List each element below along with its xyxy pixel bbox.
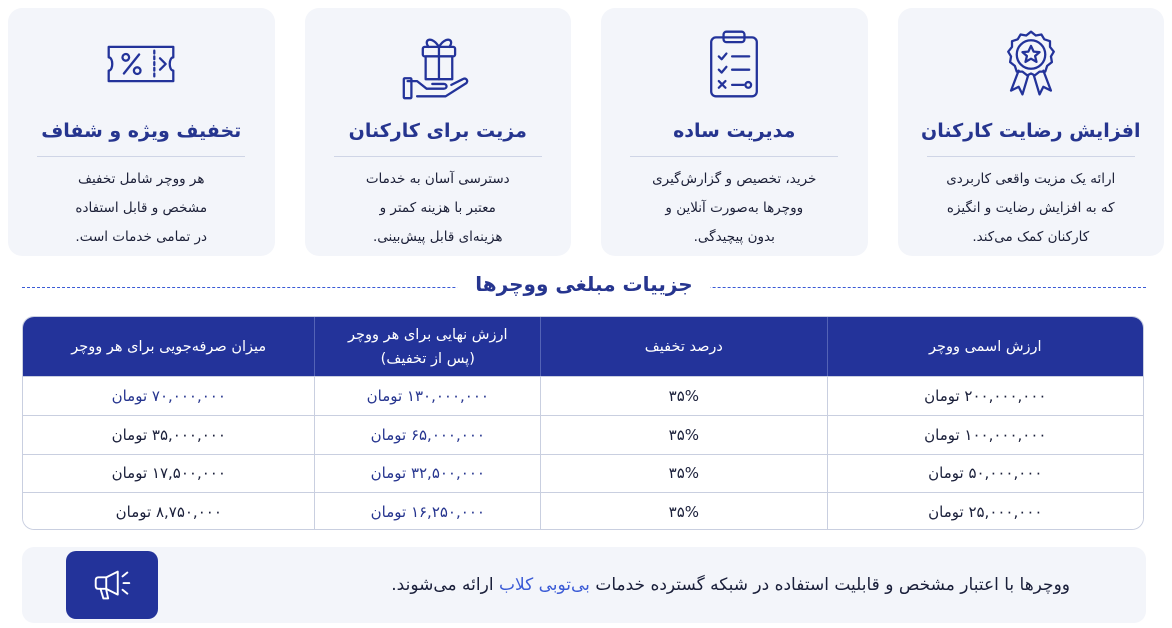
feature-cards	[8, 8, 1164, 256]
card-desc-line: بدون پیچیدگی.	[693, 229, 775, 245]
card-divider	[630, 156, 838, 157]
banner-text-part: ارائه می‌شوند.	[391, 575, 499, 595]
banner-text	[158, 575, 1146, 595]
section-title: جزییات مبلغی ووچرها	[457, 272, 710, 296]
voucher-table	[22, 316, 1144, 530]
card-description	[323, 165, 553, 252]
card-desc-line: کارکنان کمک می‌کند.	[972, 229, 1090, 245]
card-desc-line: در تمامی خدمات است.	[75, 229, 208, 245]
table-row	[23, 454, 1143, 493]
cell-face-value: ۲۵,۰۰۰,۰۰۰ تومان	[827, 493, 1143, 530]
table-row	[23, 415, 1143, 454]
cell-face-value: ۱۰۰,۰۰۰,۰۰۰ تومان	[827, 416, 1143, 454]
cell-saving: ۳۵,۰۰۰,۰۰۰ تومان	[111, 425, 226, 444]
cell-saving: ۱۷,۵۰۰,۰۰۰ تومان	[111, 464, 226, 483]
card-description	[26, 165, 256, 252]
feature-card-employee-benefit	[305, 8, 572, 256]
header-saving: میزان صرفه‌جویی برای هر ووچر	[71, 338, 267, 355]
cell-discount: ۳۵%	[540, 416, 826, 454]
feature-card-special-discount	[8, 8, 275, 256]
table-row	[23, 492, 1143, 530]
card-title: افزایش رضایت کارکنان	[921, 120, 1141, 142]
card-title: مدیریت ساده	[673, 120, 796, 142]
header-final-value-line1: ارزش نهایی برای هر ووچر	[348, 326, 508, 343]
cell-final-value: ۶۵,۰۰۰,۰۰۰ تومان	[314, 416, 540, 454]
cell-discount: ۳۵%	[540, 493, 826, 530]
header-face-value: ارزش اسمی ووچر	[827, 317, 1143, 376]
cell-discount: ۳۵%	[540, 377, 826, 415]
card-desc-line: خرید، تخصیص و گزارش‌گیری	[652, 171, 817, 187]
card-title: مزیت برای کارکنان	[348, 120, 527, 142]
header-final-value	[314, 317, 540, 376]
gift-hand-icon	[396, 22, 480, 106]
cell-final-value: ۱۳۰,۰۰۰,۰۰۰ تومان	[314, 377, 540, 415]
cell-final-value: ۳۲,۵۰۰,۰۰۰ تومان	[314, 455, 540, 493]
card-description	[916, 165, 1146, 252]
card-title: تخفیف ویژه و شفاف	[41, 120, 242, 142]
table-row	[23, 376, 1143, 415]
header-final-value-line2: (پس از تخفیف)	[380, 350, 475, 367]
card-description	[619, 165, 849, 252]
cell-final-value: ۱۶,۲۵۰,۰۰۰ تومان	[314, 493, 540, 530]
feature-card-employee-satisfaction	[898, 8, 1165, 256]
card-divider	[927, 156, 1135, 157]
cell-discount: ۳۵%	[540, 455, 826, 493]
card-divider	[37, 156, 245, 157]
cell-saving: ۸,۷۵۰,۰۰۰ تومان	[115, 503, 222, 522]
card-desc-line: هر ووچر شامل تخفیف	[77, 171, 205, 187]
card-desc-line: دسترسی آسان به خدمات	[365, 171, 510, 187]
card-desc-line: هزینه‌ای قابل پیش‌بینی.	[372, 229, 503, 245]
card-divider	[334, 156, 542, 157]
card-desc-line: ووچرها به‌صورت آنلاین و	[665, 200, 804, 216]
voucher-details-section	[22, 268, 1146, 308]
info-banner	[22, 547, 1146, 623]
cell-saving: ۷۰,۰۰۰,۰۰۰ تومان	[111, 386, 226, 405]
discount-ticket-icon	[99, 22, 183, 106]
banner-text-part: ووچرها با اعتبار مشخص و قابلیت استفاده در شبکه گسترده خدمات	[589, 575, 1070, 595]
card-desc-line: که به افزایش رضایت و انگیزه	[946, 200, 1115, 216]
feature-card-simple-management	[601, 8, 868, 256]
cell-face-value: ۲۰۰,۰۰۰,۰۰۰ تومان	[827, 377, 1143, 415]
card-desc-line: معتبر با هزینه کمتر و	[379, 200, 496, 216]
cell-face-value: ۵۰,۰۰۰,۰۰۰ تومان	[827, 455, 1143, 493]
megaphone-icon	[66, 551, 158, 619]
card-desc-line: ارائه یک مزیت واقعی کاربردی	[946, 171, 1116, 187]
clipboard-checklist-icon	[692, 22, 776, 106]
brand-name: بی‌توبی کلاب	[498, 575, 590, 595]
card-desc-line: مشخص و قابل استفاده	[75, 200, 208, 216]
header-discount: درصد تخفیف	[540, 317, 826, 376]
medal-star-icon	[989, 22, 1073, 106]
table-header-row	[23, 317, 1143, 376]
